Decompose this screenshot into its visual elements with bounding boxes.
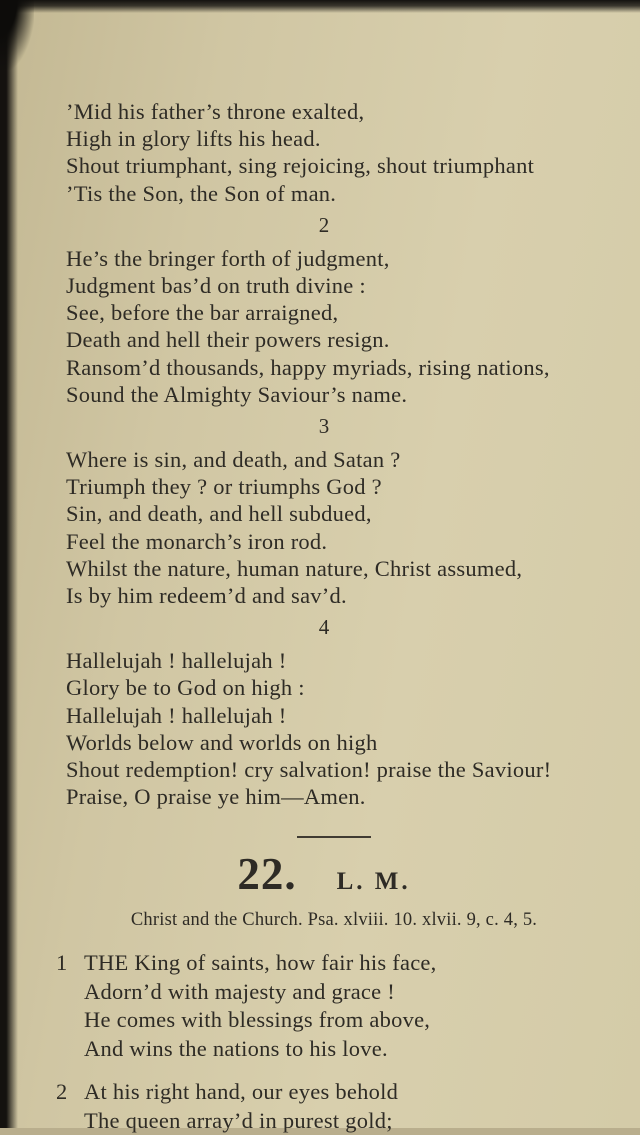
hymn-line: Triumph they ? or triumphs God ?: [66, 474, 382, 500]
hymn-line: Hallelujah ! hallelujah !: [66, 702, 287, 728]
section-divider: [297, 836, 371, 838]
hymn-line: Hallelujah ! hallelujah !: [66, 648, 287, 674]
hymn-line: Shout triumphant, sing rejoicing, shout triumphant: [66, 153, 535, 179]
verse-2: [56, 1078, 622, 1135]
hymn-line: Feel the monarch’s iron rod.: [66, 528, 328, 554]
hymn-line: Death and hell their powers resign.: [66, 327, 390, 353]
hymn-meter: L. M.: [336, 868, 411, 896]
stanza-number: 2: [318, 212, 330, 237]
stanza-4: [66, 647, 622, 810]
hymn-line: Ransom’d thousands, happy myriads, rising nations,: [66, 354, 550, 380]
hymn-line: High in glory lifts his head.: [66, 126, 321, 152]
hymn-heading: [66, 848, 582, 900]
hymn-line: Sin, and death, and hell subdued,: [66, 501, 372, 527]
hymn-line: Adorn’d with majesty and grace !: [84, 978, 396, 1004]
stanza-1: [66, 98, 622, 207]
stanza-3: [66, 446, 622, 609]
hymn-subtitle: Christ and the Church. Psa. xlviii. 10. xlvii. 9, c. 4, 5.: [130, 910, 538, 931]
hymn-line: ’Mid his father’s throne exalted,: [66, 99, 365, 124]
hymn-line: Praise, O praise ye him—Amen.: [66, 784, 366, 810]
hymn-line: See, before the bar arraigned,: [66, 300, 339, 326]
verse-lines: [84, 1078, 398, 1135]
verse-1: [56, 949, 622, 1063]
hymn-line: ’Tis the Son, the Son of man.: [66, 180, 337, 206]
hymn-line: Shout redemption! cry salvation! praise the Saviour!: [66, 757, 552, 783]
hymn-line: At his right hand, our eyes behold: [84, 1079, 399, 1105]
verse-number: 1: [56, 950, 68, 976]
hymn-number: 22.: [237, 849, 297, 900]
verse-lines: [84, 949, 437, 1063]
hymn-line: He comes with blessings from above,: [84, 1007, 431, 1033]
stanza-2: [66, 245, 622, 408]
hymn-line: And wins the nations to his love.: [84, 1035, 388, 1061]
page-left-edge-shadow: [0, 0, 18, 1128]
hymn-line: Is by him redeem’d and sav’d.: [66, 583, 347, 609]
stanza-number: 3: [318, 414, 330, 439]
page-content: [56, 98, 622, 1135]
hymn-line: THE King of saints, how fair his face,: [84, 950, 437, 976]
hymn-line: The queen array’d in purest gold;: [84, 1107, 393, 1133]
page-top-edge-shadow: [0, 0, 640, 13]
hymn-line: Worlds below and worlds on high: [66, 729, 378, 755]
page-corner-shadow: [0, 0, 34, 70]
hymn-22: [56, 848, 622, 1135]
hymn-line: Glory be to God on high :: [66, 675, 305, 701]
hymn-continuation: [66, 98, 622, 810]
hymn-line: He’s the bringer forth of judgment,: [66, 245, 390, 271]
stanza-number: 4: [318, 615, 330, 640]
verse-number: 2: [56, 1079, 68, 1105]
hymn-line: Whilst the nature, human nature, Christ assumed,: [66, 555, 523, 581]
hymn-line: Judgment bas’d on truth divine :: [66, 273, 366, 299]
hymn-line: Where is sin, and death, and Satan ?: [66, 447, 401, 473]
hymn-line: Sound the Almighty Saviour’s name.: [66, 381, 408, 407]
